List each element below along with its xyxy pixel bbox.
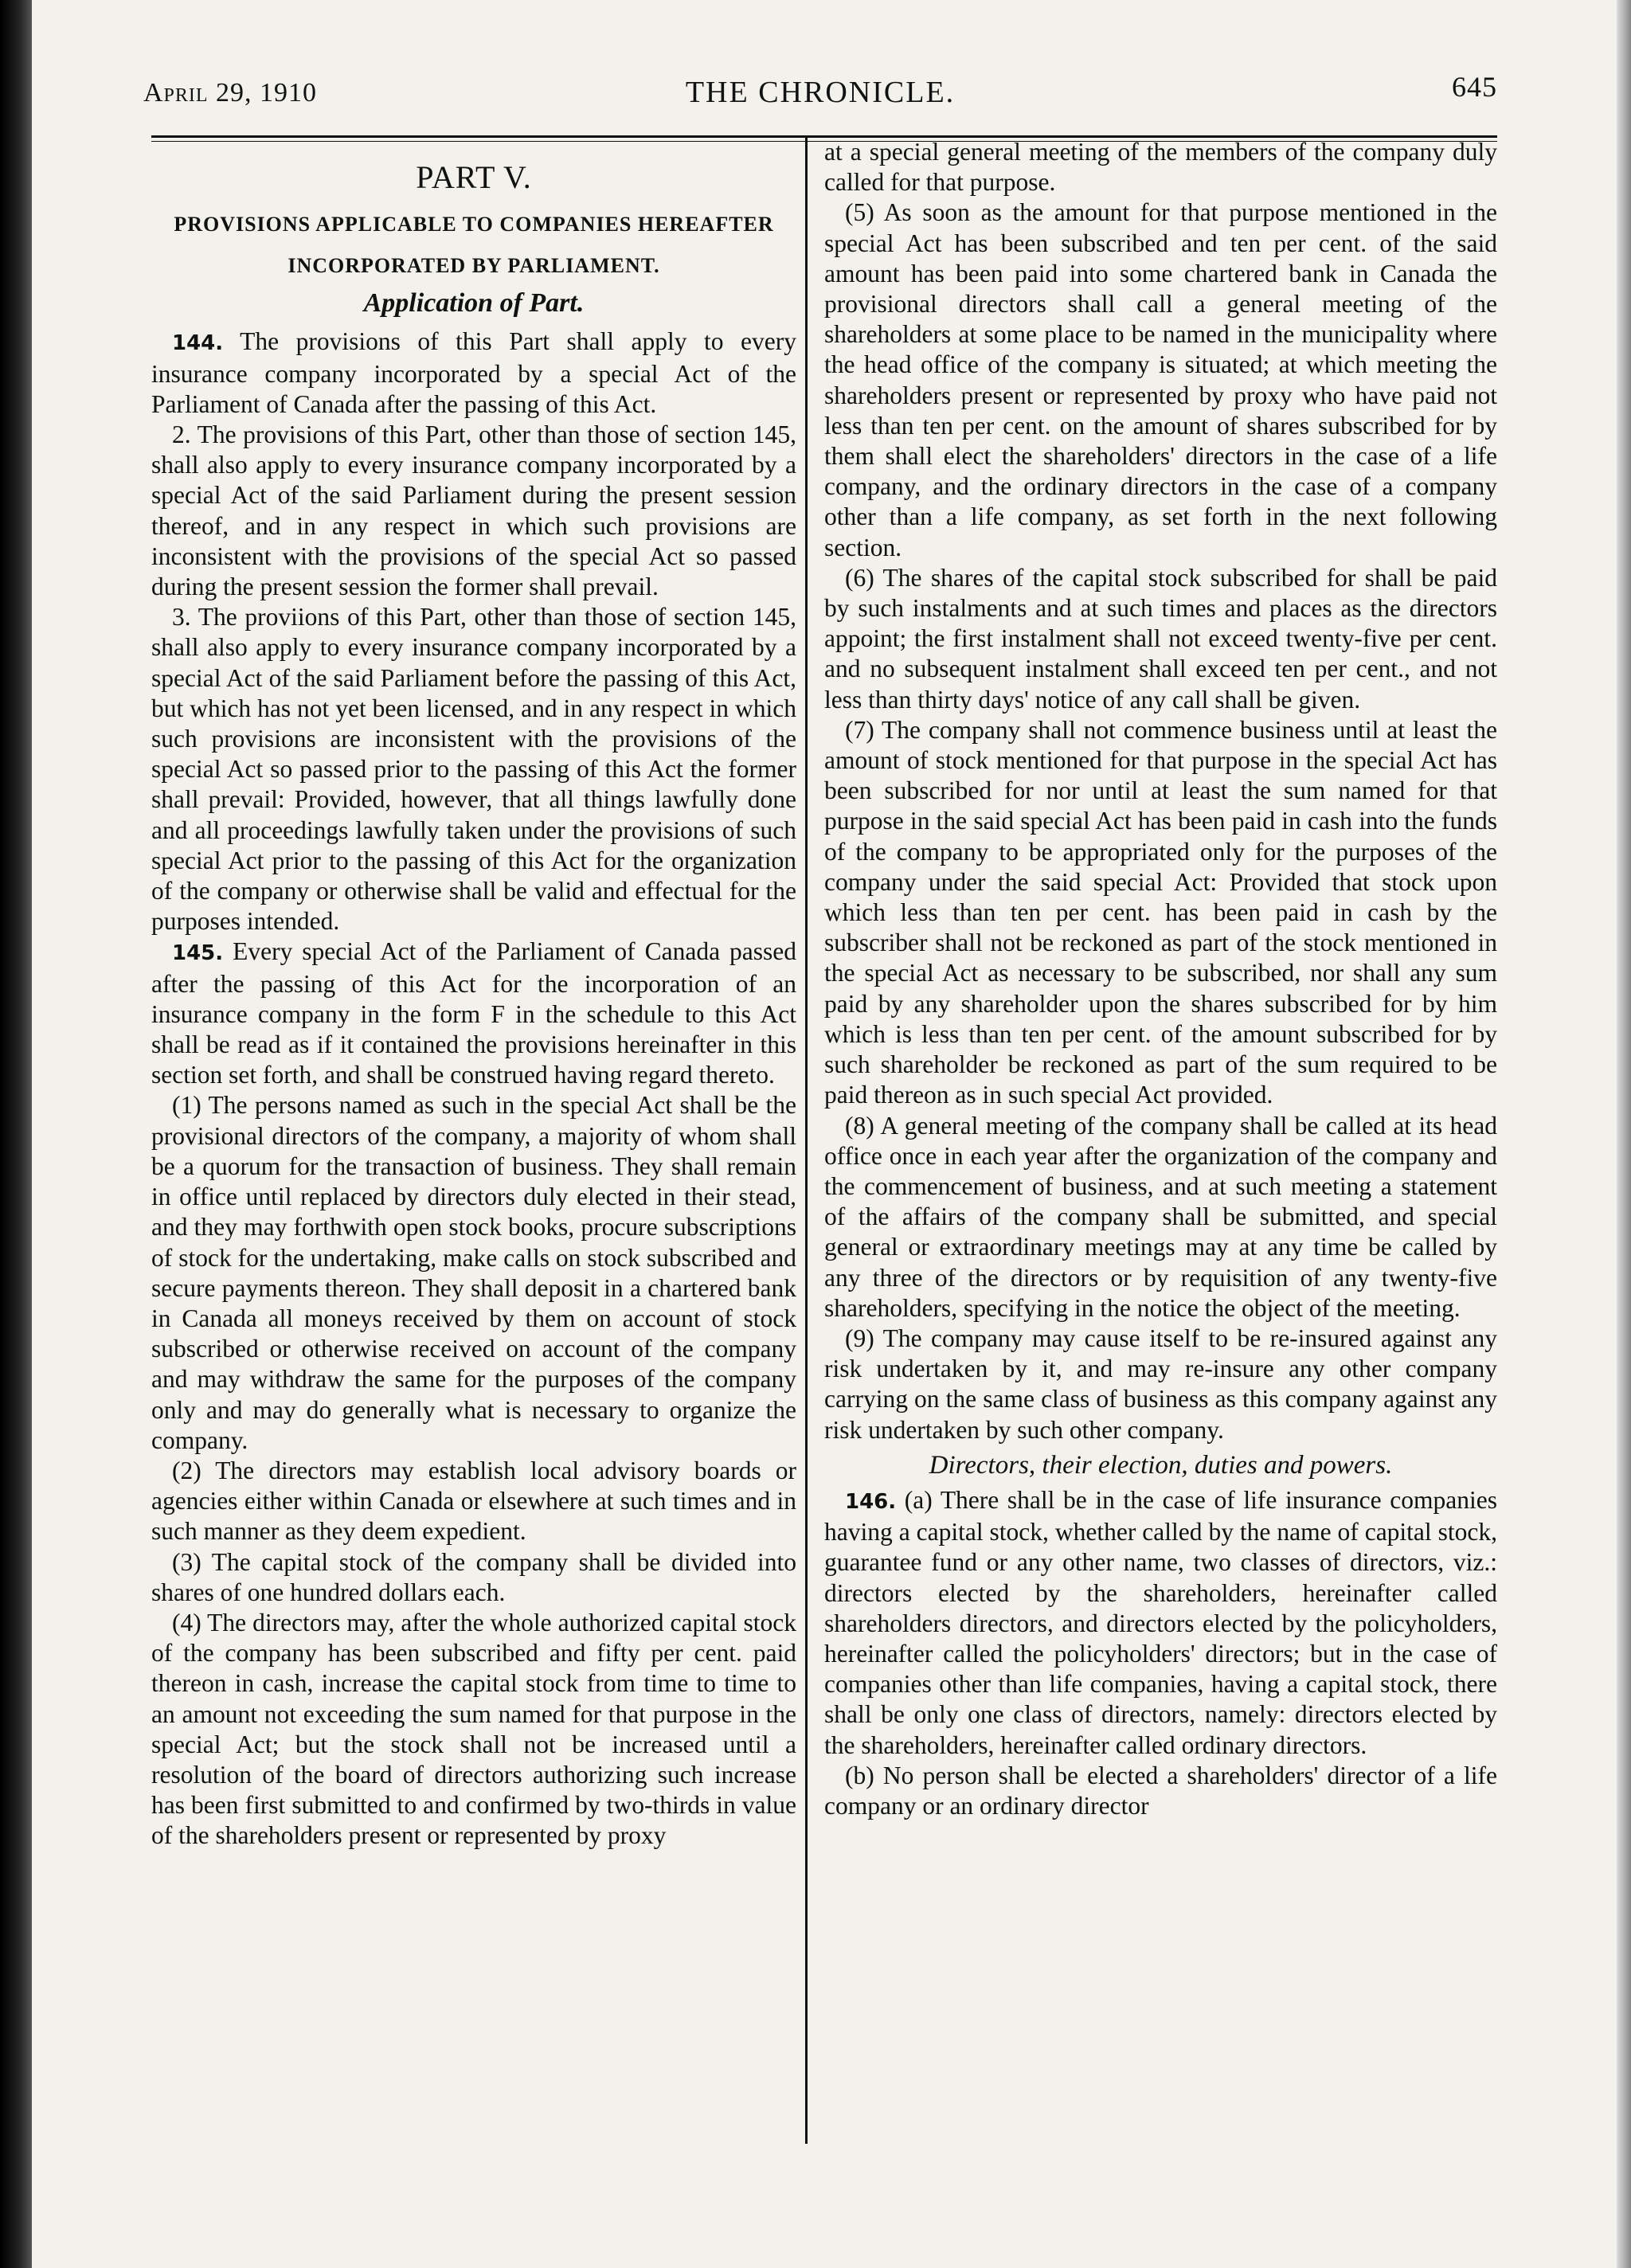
paragraph: (b) No person shall be elected a shareholders' director of a life company or an ordinary director [824,1761,1497,1820]
section-number: 146. [845,1489,897,1514]
paragraph: (1) The persons named as such in the special Act shall be the provisional directors of the company, a majority of whom shall be a quorum for the transaction of business. They shall remain in office until replaced by directors duly elected in their stead, and they may forthwith open stock books, procure subscriptions of stock for the undertaking, make calls on stock subscribed and secure payments thereon. They shall deposit in a chartered bank in Canada all moneys received by them on account of stock subscribed or otherwise received on account of the company and may withdraw the same for the purposes of the company only and may do generally what is necessary to organize the company. [151,1091,796,1454]
section-heading: Application of Part. [363,288,585,319]
part-subtitle-line1: PROVISIONS APPLICABLE TO COMPANIES HEREAFTER [174,213,774,237]
page-binding-edge [0,0,32,2268]
section-144 [151,327,796,420]
page-header [111,70,1529,118]
paragraph: (8) A general meeting of the company shall be called at its head office once in each year after the organization of the company and the commencement of business, and at such meeting a statement of the affairs of the company shall be submitted, and special general or extraordinary meetings may at any time be called by any three of the directors or by requisition of any twenty-five shareholders, specifying in the notice the object of the meeting. [824,1111,1497,1322]
section-text: Every special Act of the Parliament of Canada passed after the passing of this Act for the incorporation of an insurance company in the form F in the schedule to this Act shall be read as if it contained the provisions hereinafter in this section set forth, and shall be construed having regard thereto. [151,937,796,1089]
part-subtitle-line2: INCORPORATED BY PARLIAMENT. [287,254,660,278]
paragraph: (5) As soon as the amount for that purpose mentioned in the special Act has been subscribed and ten per cent. of the said amount has been paid into some chartered bank in Canada the provisional directors shall call a general meeting of the shareholders at some place to be named in the municipality where the head office of the company is situated; at which meeting the shareholders present or represented by proxy who have paid not less than ten per cent. on the amount of shares subscribed for by them shall elect the shareholders' directors in the case of a life company, and the ordinary directors in the case of a company other than a life company, as set forth in the next following section. [824,198,1497,561]
section-text: The provisions of this Part shall apply to every insurance company incorporated by a special Act of the Parliament of Canada after the passing of this Act. [151,327,796,418]
paragraph: (7) The company shall not commence business until at least the amount of stock mentioned for that purpose in the special Act has been subscribed for nor until at least the sum named for that purpose in the said special Act has been paid in cash into the funds of the company to be appropriated only for the purposes of the company under the said special Act: Provided that stock upon which less than ten per cent. has been paid in cash by the subscriber shall not be reckoned as part of the stock mentioned in the special Act as necessary to be subscribed, nor shall any sum paid by any shareholder upon the shares subscribed for by him which is less than ten per cent. of the amount subscribed for by such shareholder be reckoned as part of the sum required to be paid thereon as in such special Act provided. [824,715,1497,1109]
section-number: 144. [172,331,224,356]
paragraph: (9) The company may cause itself to be re-insured against any risk undertaken by it, and may re-insure any other company carrying on the same class of business as this company against any risk undertaken by such other company. [824,1324,1497,1444]
paragraph: (2) The directors may establish local advisory boards or agencies either within Canada or elsewhere at such times and in such manner as they deem expedient. [151,1456,796,1546]
right-column [824,137,1497,1821]
page-right-edge [1617,0,1631,2268]
column-divider [805,137,808,2144]
section-146 [824,1485,1497,1761]
part-title: PART V. [416,159,532,195]
page-number: 645 [1452,71,1497,103]
paragraph: (4) The directors may, after the whole authorized capital stock of the company has been subscribed and fifty per cent. paid thereon in cash, increase the capital stock from time to time to an amount not exceeding the sum named for that purpose in the special Act; but the stock shall not be increased until a resolution of the board of directors authorizing such increase has been first submitted to and confirmed by two-thirds in value of the shareholders present or represented by proxy [151,1608,796,1850]
section-heading: Directors, their election, duties and powers. [929,1450,1393,1480]
section-text: (a) There shall be in the case of life insurance companies having a capital stock, whether called by the name of capital stock, guarantee fund or any other name, two classes of directors, viz.: directors elected by the shareholders, hereinafter called shareholders directors, and directors elected by the policyholders, hereinafter called the policyholders' directors; but in the case of companies other than life companies, having a capital stock, there shall be only one class of directors, namely: directors elected by the shareholders, hereinafter called ordinary directors. [824,1485,1497,1759]
issue-date: April 29, 1910 [143,78,318,108]
publication-title: THE CHRONICLE. [685,76,956,109]
section-number: 145. [172,941,224,966]
paragraph-continued: at a special general meeting of the members of the company duly called for that purpose. [824,138,1497,197]
paragraph: (6) The shares of the capital stock subscribed for shall be paid by such instalments and at such times and places as the directors appoint; the first instalment shall not exceed twenty-five per cent. and no subsequent instalment shall exceed ten per cent., and not less than thirty days' notice of any call shall be given. [824,563,1497,714]
paragraph: 2. The provisions of this Part, other than those of section 145, shall also apply to every insurance company incorporated by a special Act of the said Parliament during the present session thereof, and in any respect in which such provisions are inconsistent with the provisions of the special Act so passed during the present session the former shall prevail. [151,420,796,601]
paragraph: (3) The capital stock of the company shall be divided into shares of one hundred dollars each. [151,1547,796,1606]
paragraph: 3. The proviions of this Part, other than those of section 145, shall also apply to every insurance company incorporated by a special Act of the said Parliament before the passing of this Act, but which has not yet been licensed, and in any respect in which such provisions are inconsistent with the provisions of the special Act so passed prior to the passing of this Act the former shall prevail: Provided, however, that all things lawfully done and all proceedings lawfully taken under the provisions of such special Act prior to the passing of this Act for the organization of the company or otherwise shall be valid and effectual for the purposes intended. [151,603,796,936]
left-column [151,158,796,1852]
section-145 [151,937,796,1090]
